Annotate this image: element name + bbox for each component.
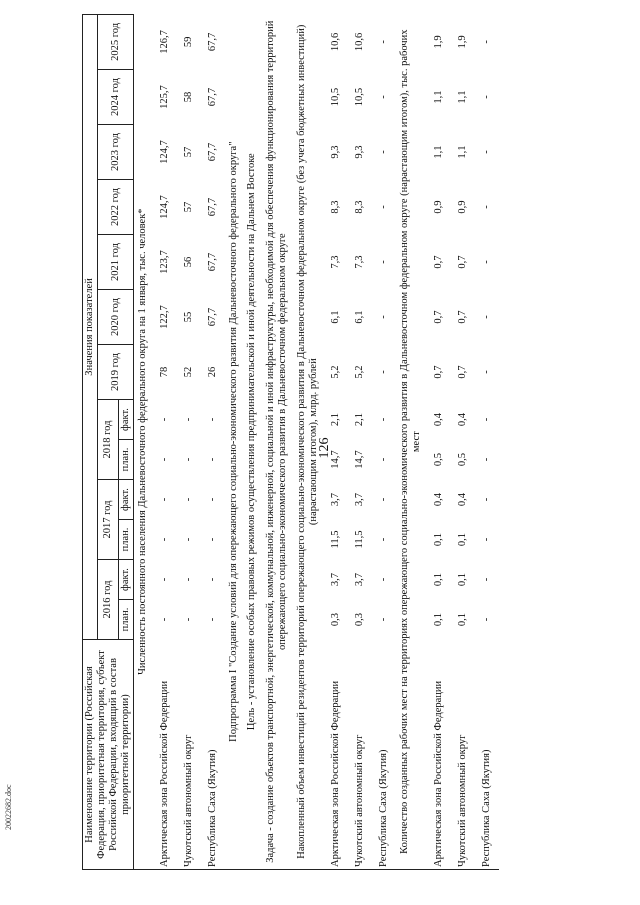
value-cell: 0,1 bbox=[432, 532, 444, 547]
table-row bbox=[177, 14, 201, 869]
value-cell: 67,7 bbox=[206, 252, 218, 272]
value-cell: - bbox=[206, 457, 218, 462]
section-heading: Цель - установление особых правовых режимов осуществления предпринимательской и иной деятельности на Дальнем Востоке bbox=[246, 153, 257, 731]
value-cell: 3,7 bbox=[329, 572, 341, 587]
header-territory: Наименование территории (Российская Федерация, приоритетная территория, субъект Российской Федерации, входящий в состав приоритетной территории) bbox=[83, 640, 134, 870]
value-cell: 123,7 bbox=[158, 250, 170, 274]
value-cell: 11,5 bbox=[353, 530, 365, 549]
header-plan: план. bbox=[119, 440, 134, 480]
value-cell: - bbox=[182, 417, 194, 422]
section-heading: Численность постоянного населения Дальневосточного федерального округа на 1 января, тыс. человек* bbox=[137, 208, 148, 675]
value-cell: 1,9 bbox=[432, 35, 444, 49]
value-cell: - bbox=[158, 617, 170, 622]
value-cell: - bbox=[206, 537, 218, 542]
value-cell: - bbox=[377, 457, 389, 462]
table-row bbox=[153, 14, 177, 869]
value-cell: - bbox=[377, 370, 389, 374]
rotated-table-container bbox=[82, 15, 607, 870]
value-cell: 2,1 bbox=[329, 412, 341, 427]
value-cell: 0,4 bbox=[456, 412, 468, 427]
value-cell: - bbox=[480, 577, 492, 582]
value-cell: 0,7 bbox=[432, 365, 444, 379]
value-cell: 0,9 bbox=[456, 200, 468, 214]
territory-name: Чукотский автономный округ bbox=[456, 734, 468, 867]
value-cell: - bbox=[480, 260, 492, 264]
value-cell: 78 bbox=[158, 366, 170, 378]
value-cell: - bbox=[158, 497, 170, 502]
value-cell: 5,2 bbox=[329, 365, 341, 379]
value-cell: 0,7 bbox=[432, 255, 444, 269]
value-cell: - bbox=[377, 150, 389, 154]
value-cell: 125,7 bbox=[158, 85, 170, 109]
value-cell: 10,6 bbox=[353, 32, 365, 52]
value-cell: 9,3 bbox=[353, 145, 365, 159]
value-cell: 0,7 bbox=[456, 365, 468, 379]
value-cell: 8,3 bbox=[329, 200, 341, 214]
section-heading: Накопленный объем инвестиций резидентов территорий опережающего социально-экономического развития в Дальневосточном федеральном округе (без учета бюджетных инвестиций) (нарастающим итогом), млрд. рублей bbox=[295, 24, 319, 859]
value-cell: 0,4 bbox=[432, 412, 444, 427]
table-row bbox=[427, 14, 451, 869]
table-row bbox=[324, 14, 348, 869]
value-cell: 10,5 bbox=[329, 87, 341, 107]
header-plan: план. bbox=[119, 600, 134, 640]
value-cell: 55 bbox=[182, 311, 194, 323]
value-cell: 56 bbox=[182, 256, 194, 268]
value-cell: - bbox=[480, 150, 492, 154]
value-cell: - bbox=[182, 537, 194, 542]
value-cell: 126,7 bbox=[158, 30, 170, 54]
value-cell: - bbox=[182, 617, 194, 622]
header-2018: 2018 год bbox=[98, 400, 119, 480]
page-number: 126 bbox=[317, 437, 332, 459]
value-cell: - bbox=[480, 537, 492, 542]
territory-name: Республика Саха (Якутия) bbox=[480, 749, 492, 867]
value-cell: 0,5 bbox=[432, 452, 444, 467]
value-cell: - bbox=[480, 417, 492, 422]
header-2019: 2019 год bbox=[98, 345, 134, 400]
table-row bbox=[348, 14, 372, 869]
table-row bbox=[475, 14, 499, 869]
value-cell: 0,4 bbox=[456, 492, 468, 507]
value-cell: 14,7 bbox=[353, 450, 365, 469]
header-2017: 2017 год bbox=[98, 480, 119, 560]
header-values: Значения показателей bbox=[83, 14, 98, 639]
value-cell: - bbox=[206, 577, 218, 582]
value-cell: - bbox=[377, 95, 389, 99]
value-cell: 1,9 bbox=[456, 35, 468, 49]
header-2021: 2021 год bbox=[98, 235, 134, 290]
value-cell: 0,7 bbox=[432, 310, 444, 324]
value-cell: 57 bbox=[182, 201, 194, 213]
table-body bbox=[134, 14, 499, 869]
section-heading: Подпрограмма I "Создание условий для опережающего социально-экономического развития Дальневосточного федерального округа" bbox=[227, 141, 239, 742]
territory-name: Республика Саха (Якутия) bbox=[377, 749, 389, 867]
header-2016: 2016 год bbox=[98, 560, 119, 640]
value-cell: 0,7 bbox=[456, 310, 468, 324]
value-cell: 122,7 bbox=[158, 305, 170, 329]
value-cell: 67,7 bbox=[206, 142, 218, 162]
value-cell: 124,7 bbox=[158, 140, 170, 164]
value-cell: 14,7 bbox=[329, 450, 341, 469]
value-cell: 8,3 bbox=[353, 200, 365, 214]
value-cell: 124,7 bbox=[158, 195, 170, 219]
value-cell: 3,7 bbox=[329, 492, 341, 507]
value-cell: 67,7 bbox=[206, 32, 218, 52]
value-cell: 6,1 bbox=[329, 310, 341, 324]
value-cell: - bbox=[377, 497, 389, 502]
value-cell: 11,5 bbox=[329, 530, 341, 549]
value-cell: - bbox=[377, 260, 389, 264]
value-cell: - bbox=[158, 577, 170, 582]
value-cell: - bbox=[182, 457, 194, 462]
territory-name: Чукотский автономный округ bbox=[182, 734, 194, 867]
value-cell: 1,1 bbox=[456, 145, 468, 159]
header-fact: факт. bbox=[119, 400, 134, 440]
value-cell: - bbox=[480, 95, 492, 99]
indicators-table bbox=[82, 14, 499, 870]
header-fact: факт. bbox=[119, 560, 134, 600]
value-cell: 1,1 bbox=[432, 90, 444, 104]
value-cell: - bbox=[377, 40, 389, 44]
value-cell: - bbox=[182, 577, 194, 582]
value-cell: - bbox=[182, 497, 194, 502]
value-cell: - bbox=[480, 617, 492, 622]
value-cell: 26 bbox=[206, 366, 218, 378]
header-2022: 2022 год bbox=[98, 180, 134, 235]
header-2025: 2025 год bbox=[98, 14, 134, 69]
value-cell: - bbox=[377, 617, 389, 622]
value-cell: 6,1 bbox=[353, 310, 365, 324]
table-row bbox=[201, 14, 225, 869]
value-cell: 0,3 bbox=[353, 612, 365, 627]
value-cell: - bbox=[480, 370, 492, 374]
value-cell: 5,2 bbox=[353, 365, 365, 379]
table-row bbox=[372, 14, 396, 869]
value-cell: 59 bbox=[182, 36, 194, 48]
value-cell: 3,7 bbox=[353, 492, 365, 507]
header-plan: план. bbox=[119, 520, 134, 560]
value-cell: 67,7 bbox=[206, 307, 218, 327]
value-cell: - bbox=[377, 315, 389, 319]
value-cell: - bbox=[480, 457, 492, 462]
value-cell: - bbox=[480, 315, 492, 319]
value-cell: 1,1 bbox=[432, 145, 444, 159]
header-2024: 2024 год bbox=[98, 70, 134, 125]
value-cell: 0,1 bbox=[456, 532, 468, 547]
value-cell: - bbox=[158, 537, 170, 542]
document-id: 20022682.doc bbox=[4, 784, 13, 830]
value-cell: 0,1 bbox=[432, 612, 444, 627]
value-cell: - bbox=[206, 417, 218, 422]
header-2020: 2020 год bbox=[98, 290, 134, 345]
table-row bbox=[451, 14, 475, 869]
value-cell: - bbox=[377, 537, 389, 542]
value-cell: - bbox=[377, 577, 389, 582]
value-cell: - bbox=[377, 205, 389, 209]
territory-name: Арктическая зона Российской Федерации bbox=[158, 680, 170, 867]
value-cell: 67,7 bbox=[206, 197, 218, 217]
value-cell: 0,3 bbox=[329, 612, 341, 627]
value-cell: - bbox=[480, 40, 492, 44]
value-cell: - bbox=[158, 417, 170, 422]
value-cell: 7,3 bbox=[353, 255, 365, 269]
value-cell: 1,1 bbox=[456, 90, 468, 104]
value-cell: 9,3 bbox=[329, 145, 341, 159]
value-cell: - bbox=[206, 497, 218, 502]
value-cell: 58 bbox=[182, 91, 194, 103]
value-cell: 10,5 bbox=[353, 87, 365, 107]
value-cell: - bbox=[158, 457, 170, 462]
header-2023: 2023 год bbox=[98, 125, 134, 180]
value-cell: 0,1 bbox=[432, 572, 444, 587]
value-cell: 10,6 bbox=[329, 32, 341, 52]
value-cell: 0,7 bbox=[456, 255, 468, 269]
value-cell: 0,1 bbox=[456, 572, 468, 587]
value-cell: 57 bbox=[182, 146, 194, 158]
section-heading: Количество созданных рабочих мест на территориях опережающего социально-экономического развития в Дальневосточном федеральном округе (нарастающим итогом), тыс. рабочих мест bbox=[398, 29, 422, 854]
value-cell: - bbox=[377, 417, 389, 422]
header-fact: факт. bbox=[119, 480, 134, 520]
value-cell: 2,1 bbox=[353, 412, 365, 427]
value-cell: 3,7 bbox=[353, 572, 365, 587]
territory-name: Республика Саха (Якутия) bbox=[206, 749, 218, 867]
value-cell: - bbox=[206, 617, 218, 622]
territory-name: Арктическая зона Российской Федерации bbox=[432, 680, 444, 867]
value-cell: 52 bbox=[182, 366, 194, 378]
value-cell: 0,4 bbox=[432, 492, 444, 507]
territory-name: Арктическая зона Российской Федерации bbox=[329, 680, 341, 867]
value-cell: - bbox=[480, 205, 492, 209]
section-heading: Задача - создание объектов транспортной, энергетической, коммунальной, инженерной, социальной и иной инфраструктуры, необходимой для обеспечения функционирования территорий опережающего социально-экономического развития в Дальневосточном федеральном округе bbox=[264, 20, 288, 863]
value-cell: 0,5 bbox=[456, 452, 468, 467]
value-cell: 67,7 bbox=[206, 87, 218, 107]
value-cell: 0,1 bbox=[456, 612, 468, 627]
value-cell: 7,3 bbox=[329, 255, 341, 269]
value-cell: 0,9 bbox=[432, 200, 444, 214]
value-cell: - bbox=[480, 497, 492, 502]
territory-name: Чукотский автономный округ bbox=[353, 734, 365, 867]
